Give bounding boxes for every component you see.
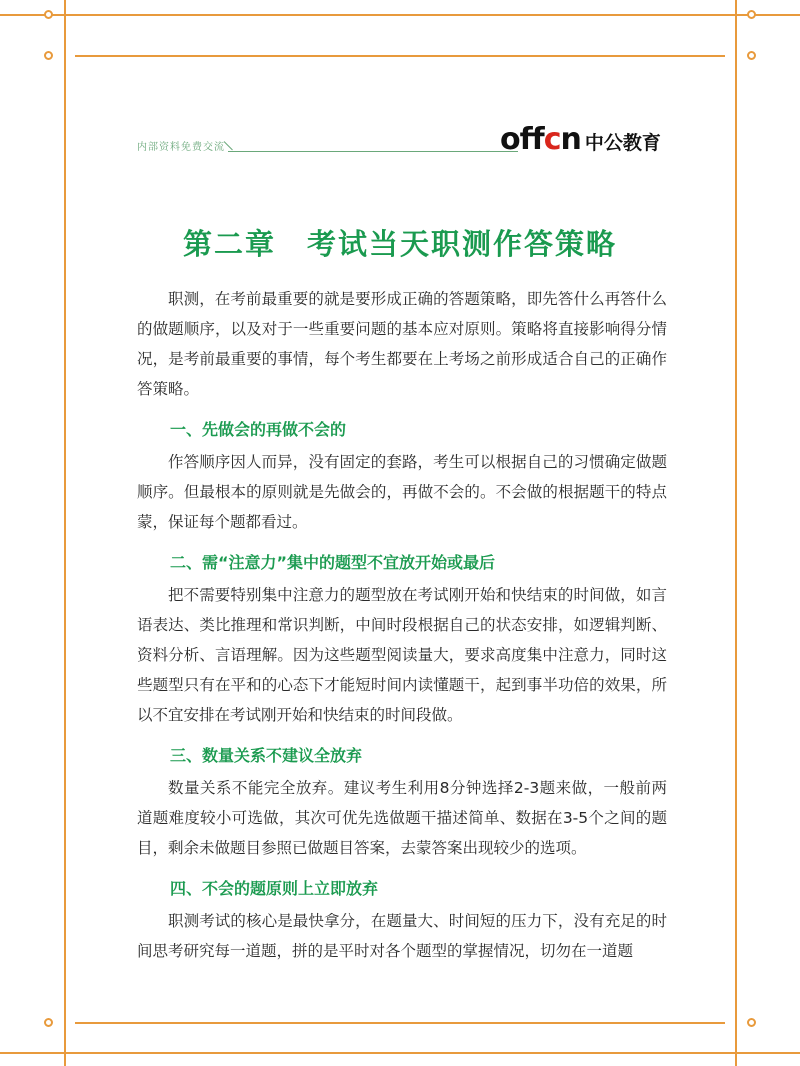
frame-bottom-line-1 [75, 1022, 725, 1024]
section-heading-3: 三、数量关系不建议全放弃 [170, 746, 363, 765]
offcn-logo [500, 122, 661, 157]
frame-corner-dot-mr [747, 51, 756, 60]
frame-corner-dot-bl [44, 1018, 53, 1027]
chapter-title: 第二章 考试当天职测作答策略 [182, 227, 617, 261]
frame-top-line-1 [0, 14, 800, 16]
header-rule [228, 151, 518, 152]
frame-left-line [64, 0, 66, 1066]
section-body-1: 作答顺序因人而异，没有固定的套路，考生可以根据自己的习惯确定做题顺序。但最根本的原则就是先做会的，再做不会的。不会做的根据题干的特点蒙，保证每个题都看过。 [137, 453, 667, 531]
section-heading-4: 四、不会的题原则上立即放弃 [170, 879, 379, 898]
frame-bottom-line-2 [0, 1052, 800, 1054]
section-body-2: 把不需要特别集中注意力的题型放在考试刚开始和快结束的时间做，如言语表达、类比推理和常识判断，中间时段根据自己的状态安排，如逻辑判断、资料分析、言语理解。因为这些题型阅读量大，要求高度集中注意力，同时这些题型只有在平和的心态下才能短时间内读懂题干，起到事半功倍的效果，所以不宜安排在考试刚开始和快结束的时间段做。 [137, 586, 667, 724]
logo-chinese-name: 中公教育 [584, 132, 661, 154]
frame-corner-dot-tl [44, 10, 53, 19]
header-rule-tick [224, 141, 233, 150]
frame-corner-dot-br [747, 1018, 756, 1027]
frame-top-line-2 [75, 55, 725, 57]
logo-wordmark: offcn [500, 122, 581, 157]
header-note: 内部资料免费交流 [137, 142, 225, 153]
section-body-3: 数量关系不能完全放弃。建议考生利用8分钟选择2-3题来做，一般前两道题难度较小可选做，其次可优先选做题干描述简单、数据在3-5个之间的题目，剩余未做题目参照已做题目答案，去蒙答案出现较少的选项。 [137, 779, 667, 857]
section-body-4: 职测考试的核心是最快拿分，在题量大、时间短的压力下，没有充足的时间思考研究每一道题，拼的是平时对各个题型的掌握情况，切勿在一道题 [137, 912, 667, 960]
frame-corner-dot-ml [44, 51, 53, 60]
section-heading-2: 二、需“注意力”集中的题型不宜放开始或最后 [170, 553, 496, 572]
frame-right-line [735, 0, 737, 1066]
section-heading-1: 一、先做会的再做不会的 [170, 420, 347, 439]
intro-paragraph: 职测，在考前最重要的就是要形成正确的答题策略，即先答什么再答什么的做题顺序，以及对于一些重要问题的基本应对原则。策略将直接影响得分情况，是考前最重要的事情，每个考生都要在上考场之前形成适合自己的正确作答策略。 [137, 290, 667, 398]
document-body [137, 284, 667, 966]
frame-corner-dot-tr [747, 10, 756, 19]
